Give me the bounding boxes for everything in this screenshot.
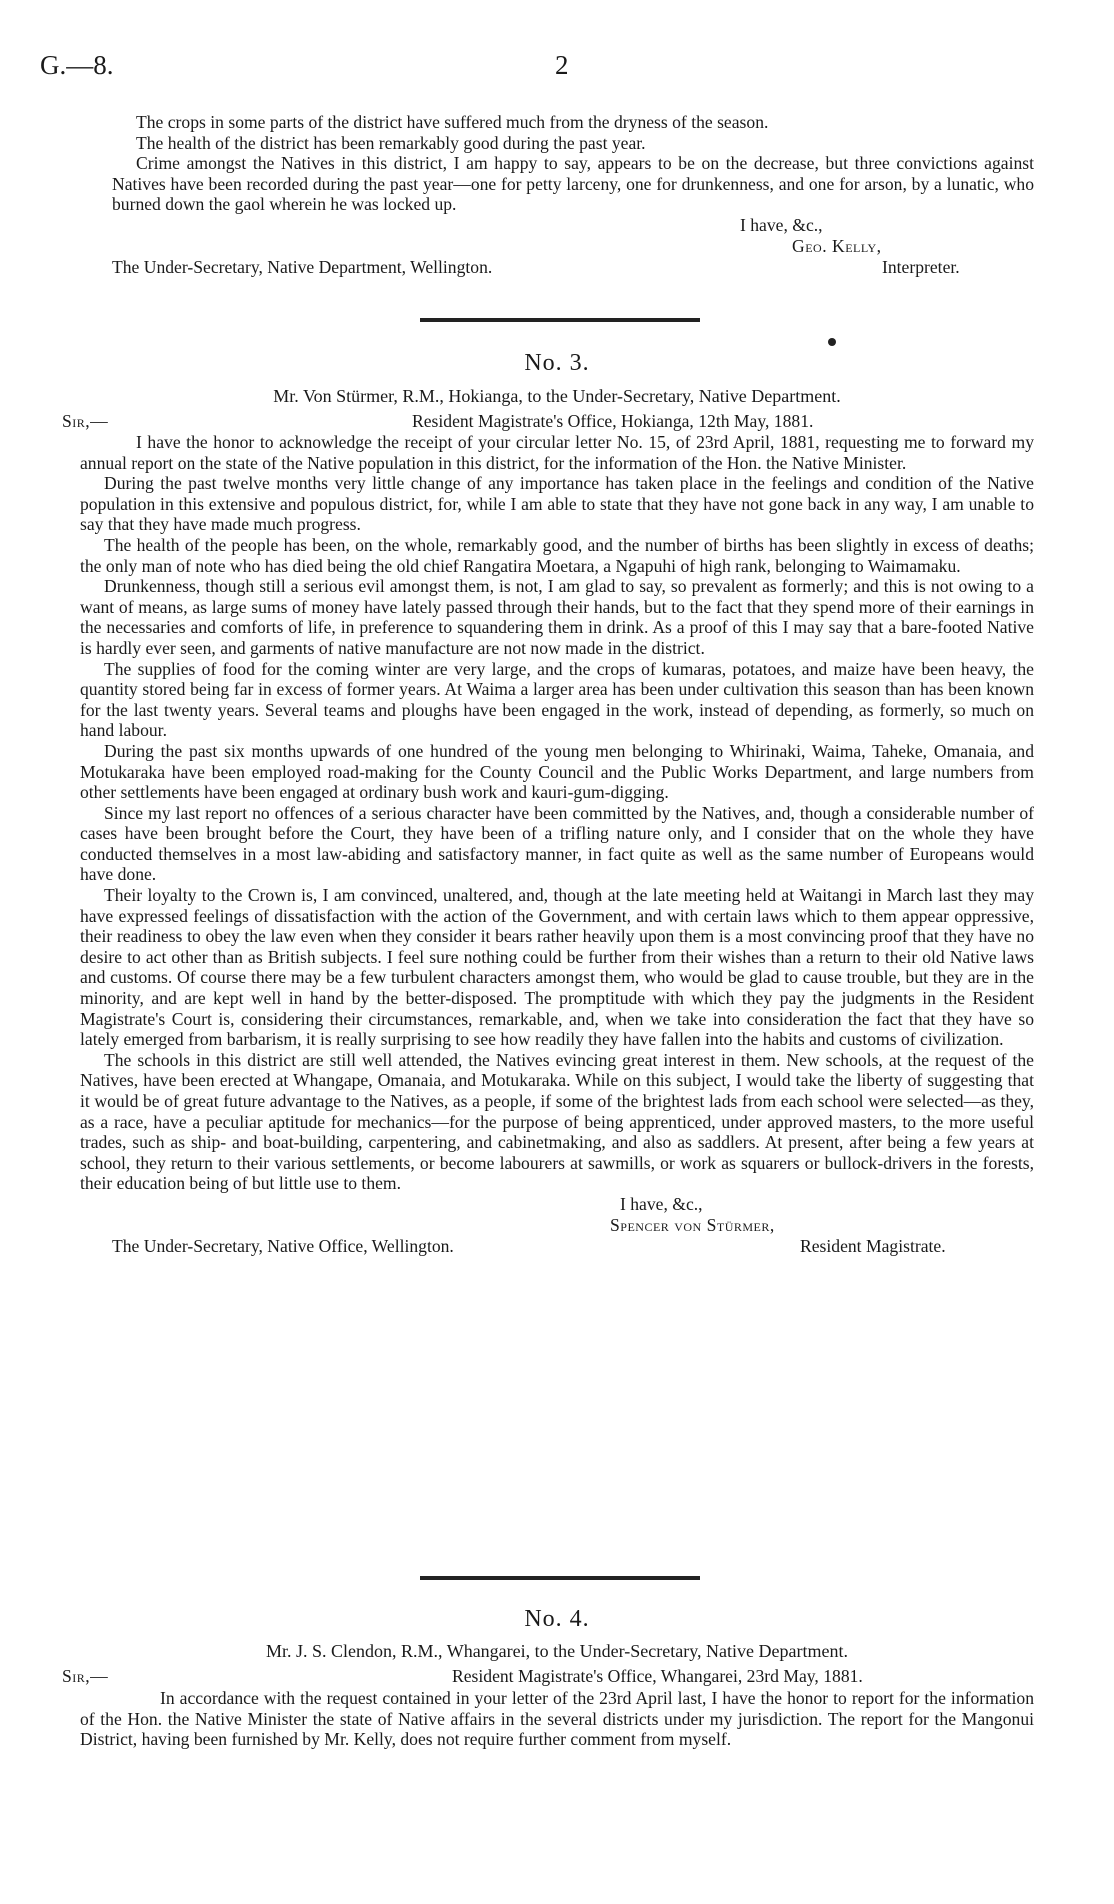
signer-title: Interpreter. [882, 256, 960, 277]
section-no3-body [80, 432, 1034, 1256]
letter-number-heading: No. 3. [524, 350, 590, 376]
signer-name: Spencer von Stürmer, [610, 1214, 775, 1235]
paragraph: Their loyalty to the Crown is, I am convinced, unaltered, and, though at the late meeting held at Waitangi in March last they may have expressed feelings of dissatisfaction with the action of the Government, and with certain laws which to them appear oppressive, their readiness to obey the law even when they consider it bears rather heavily upon them is a most convincing proof that they have no desire to act other than as British subjects. I feel sure nothing could be further from their wishes than a return to their old Native laws and customs. Of course there may be a few turbulent characters amongst them, who would be glad to cause trouble, but they are in the minority, and are kept well in hand by the better-disposed. The promptitude with which they pay the judgments in the Resident Magistrate's Court is, considering their circumstances, remarkable, and, when we take into consideration the fact that they have so lately emerged from barbarism, it is really surprising to see how readily they have fallen into the habits and customs of civilization. [80, 885, 1034, 1050]
signature-block [80, 1194, 1034, 1256]
salutation: Sir,— [62, 411, 109, 431]
paragraph: The health of the people has been, on the whole, remarkably good, and the number of births has been slightly in excess of deaths; the only man of note who has died being the old chief Rangatira Moetara, a Ngapuhi of high rank, belonging to Waimamaku. [80, 534, 1034, 576]
paragraph: In accordance with the request contained in your letter of the 23rd April last, I have the honor to report for the information of the Hon. the Native Minister the state of Native affairs in the several districts under my jurisdiction. The report for the Mangonui District, having been furnished by Mr. Kelly, does not require further comment from myself. [80, 1688, 1034, 1750]
place-date: Resident Magistrate's Office, Hokianga, 12th May, 1881. [412, 411, 814, 431]
closing: I have, &c., [740, 214, 823, 235]
paragraph: The health of the district has been remarkably good during the past year. [136, 132, 646, 153]
letter-number-heading: No. 4. [524, 1606, 590, 1632]
paragraph: The crops in some parts of the district have suffered much from the dryness of the season. [136, 112, 769, 132]
paragraph: Drunkenness, though still a serious evil amongst them, is not, I am glad to say, so prevalent as formerly; and this is not owing to a want of means, as large sums of money have lately passed through their hands, but to the fact that they spend more of their earnings in the necessaries and comforts of life, in preference to squandering them in drink. As a proof of this I may say that a bare-footed Native is hardly ever seen, and garments of native manufacture are not now made in the district. [80, 576, 1034, 658]
salutation: Sir,— [62, 1666, 109, 1686]
paragraph: During the past six months upwards of one hundred of the young men belonging to Whirinaki, Waima, Taheke, Omanaia, and Motukaraka have been employed road-making for the County Council and the Public Works Department, and large numbers from other settlements have been engaged at ordinary bush work and kauri-gum-digging. [80, 740, 1034, 803]
paragraph: I have the honor to acknowledge the receipt of your circular letter No. 15, of 23rd April, 1881, requesting me to forward my annual report on the state of the Native population in this district, for the information of the Hon. the Native Minister. [80, 432, 1034, 473]
signer-title: Resident Magistrate. [800, 1235, 946, 1256]
signer-name: Geo. Kelly, [792, 235, 882, 256]
page-header [40, 50, 1074, 90]
paragraph: During the past twelve months very little change of any importance has taken place in the feelings and condition of the Native population in this extensive and populous district, for, while I am able to state that they have not gone back in any way, I am unable to say that they have made much progress. [80, 473, 1034, 535]
paragraph: The schools in this district are still well attended, the Natives evincing great interest in them. New schools, at the request of the Natives, have been erected at Whangape, Omanaia, and Motukaraka. While on this subject, I would take the liberty of suggesting that it would be of great future advantage to the Natives, as a people, if some of the brightest lads from each school were selected—as they, as a race, have a peculiar aptitude for mechanics—for the purpose of being apprenticed, under approved masters, to the more useful trades, such as ship- and boat-building, carpentering, and cabinetmaking, and also as saddlers. At present, after being a few years at school, they return to their various settlements, or become labourers at sawmills, or work as squarers or bullock-drivers in the forests, their education being of but little use to them. [80, 1049, 1034, 1194]
paragraph: The supplies of food for the coming winter are very large, and the crops of kumaras, potatoes, and maize have been heavy, the quantity stored being far in excess of former years. At Waima a larger area has been under cultivation this season than has been known for the last twenty years. Several teams and ploughs have been engaged in the work, instead of depending, as formerly, so much on hand labour. [80, 658, 1034, 741]
paragraph: Since my last report no offences of a serious character have been committed by the Natives, and, though a considerable number of cases have been brought before the Court, they have been of a trifling nature only, and I consider that on the whole they have conducted themselves in a most law-abiding and satisfactory manner, in fact quite as well as the same number of Europeans would have done. [80, 802, 1034, 885]
place-date: Resident Magistrate's Office, Whangarei, 23rd May, 1881. [452, 1666, 863, 1686]
section-kelly-report [112, 112, 1034, 277]
page-number: 2 [555, 50, 569, 80]
letter-from-line: Mr. J. S. Clendon, R.M., Whangarei, to the Under-Secretary, Native Department. [266, 1641, 848, 1661]
section-divider [420, 318, 700, 322]
section-no4-body [80, 1688, 1034, 1750]
addressee: The Under-Secretary, Native Office, Wellington. [112, 1235, 454, 1256]
letter-from-line: Mr. Von Stürmer, R.M., Hokianga, to the Under-Secretary, Native Department. [273, 386, 841, 406]
paragraph: Crime amongst the Natives in this district, I am happy to say, appears to be on the decrease, but three convictions against Natives have been recorded during the past year—one for petty larceny, one for drunkenness, and one for arson, by a lunatic, who burned down the gaol wherein he was locked up. [112, 153, 1034, 215]
signature-block [112, 215, 1034, 277]
closing: I have, &c., [620, 1193, 703, 1214]
document-reference: G.—8. [40, 50, 114, 80]
addressee: The Under-Secretary, Native Department, Wellington. [112, 256, 493, 277]
ink-dot [828, 338, 836, 346]
section-divider [420, 1576, 700, 1580]
